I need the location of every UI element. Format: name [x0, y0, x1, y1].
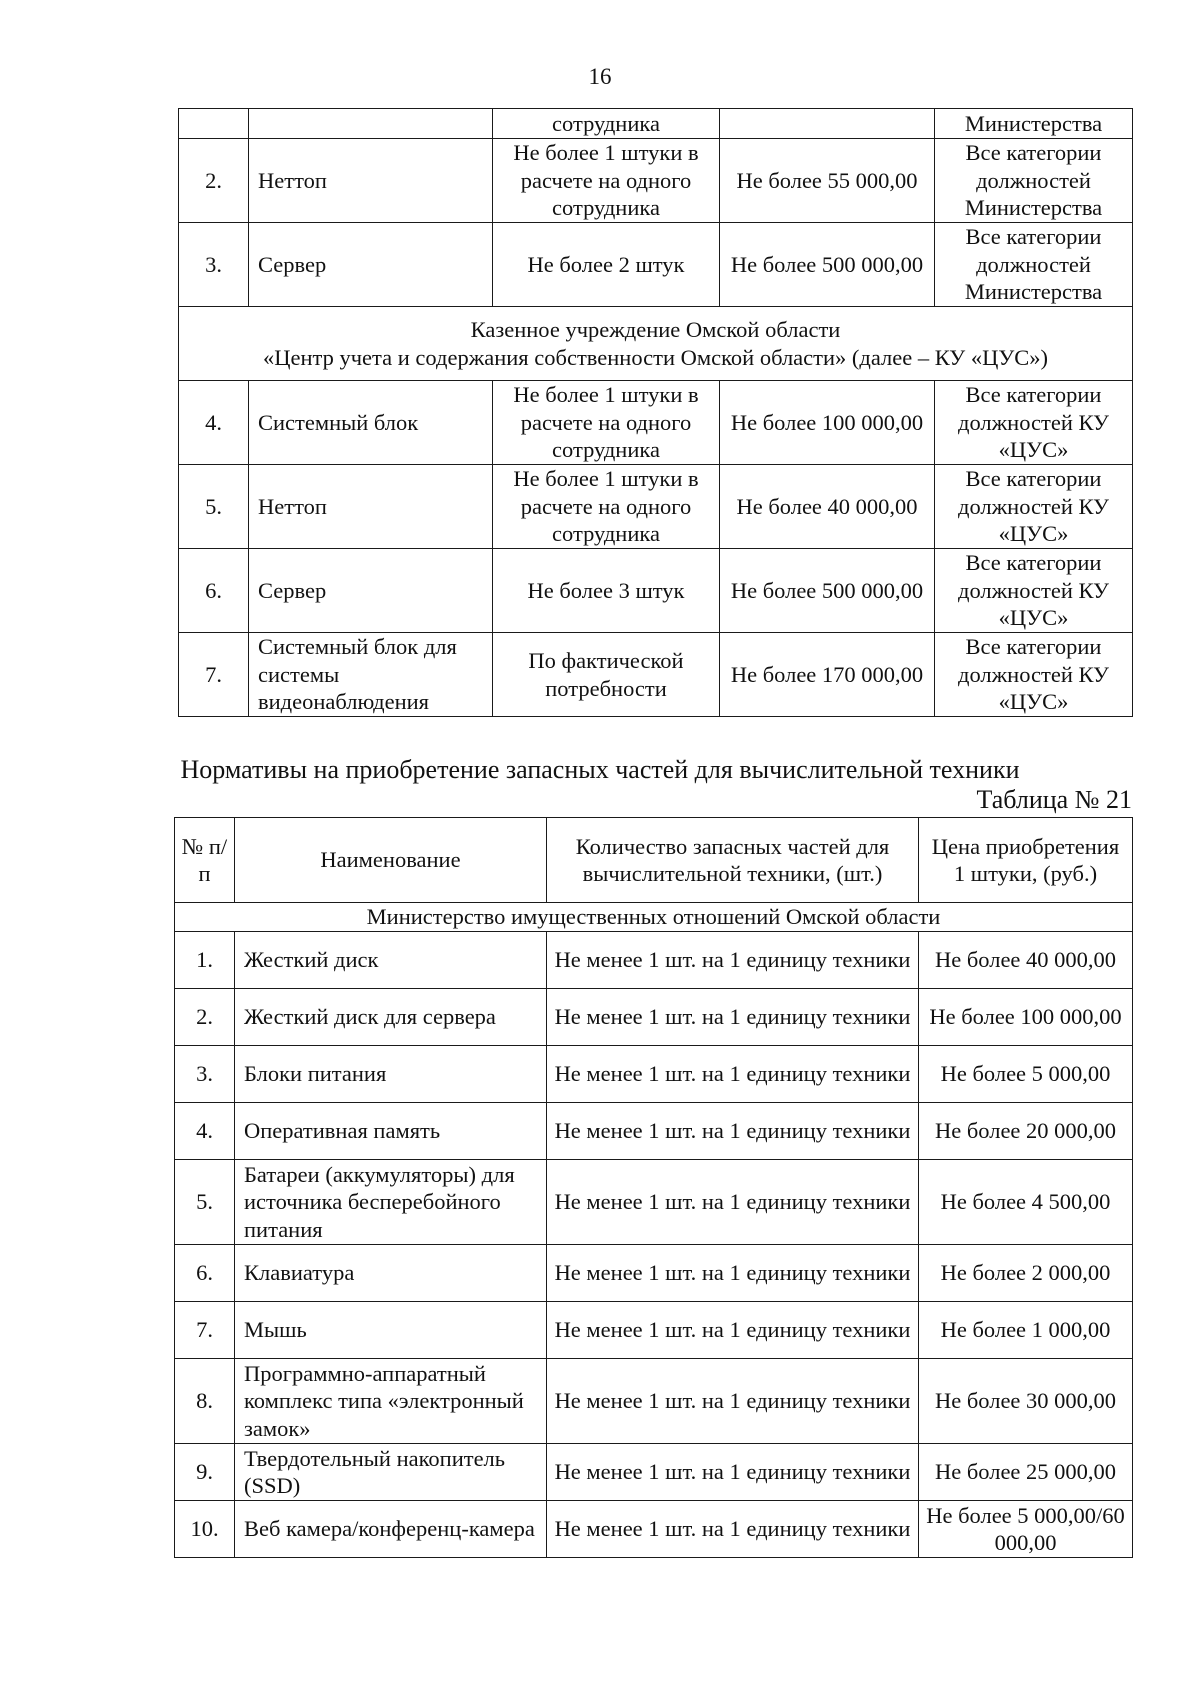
row-number-cell: 4. — [175, 1103, 235, 1160]
category-cell: Все категории должностей КУ «ЦУС» — [935, 549, 1133, 633]
table-row — [179, 633, 1133, 717]
table-row — [179, 109, 1133, 139]
price-cell: Не более 30 000,00 — [919, 1359, 1133, 1444]
quantity-cell: Не более 1 штуки в расчете на одного сотрудника — [493, 139, 720, 223]
price-cell: Не более 170 000,00 — [720, 633, 935, 717]
table-row — [179, 223, 1133, 307]
category-cell: Все категории должностей Министерства — [935, 223, 1133, 307]
column-header-number: № п/п — [175, 818, 235, 903]
price-cell: Не более 55 000,00 — [720, 139, 935, 223]
row-number-cell — [179, 109, 249, 139]
item-name-cell: Неттоп — [249, 465, 493, 549]
item-name-cell: Системный блок — [249, 381, 493, 465]
table-row — [175, 1046, 1133, 1103]
price-cell: Не более 100 000,00 — [919, 989, 1133, 1046]
item-name-cell: Жесткий диск для сервера — [235, 989, 547, 1046]
table-header-row — [175, 818, 1133, 903]
row-number-cell: 9. — [175, 1444, 235, 1501]
category-cell: Все категории должностей КУ «ЦУС» — [935, 381, 1133, 465]
row-number-cell: 4. — [179, 381, 249, 465]
quantity-cell: Не более 2 штук — [493, 223, 720, 307]
table-row — [175, 932, 1133, 989]
spare-parts-norms-table — [174, 817, 1133, 1558]
item-name-cell: Батареи (аккумуляторы) для источника бесперебойного питания — [235, 1160, 547, 1245]
table-row — [175, 1501, 1133, 1558]
item-name-cell: Сервер — [249, 223, 493, 307]
item-name-cell: Клавиатура — [235, 1245, 547, 1302]
table-caption: Таблица № 21 — [976, 785, 1132, 814]
row-number-cell: 5. — [175, 1160, 235, 1245]
item-name-cell: Оперативная память — [235, 1103, 547, 1160]
price-cell: Не более 500 000,00 — [720, 549, 935, 633]
price-cell: Не более 1 000,00 — [919, 1302, 1133, 1359]
row-number-cell: 2. — [179, 139, 249, 223]
category-cell: Все категории должностей КУ «ЦУС» — [935, 633, 1133, 717]
price-cell: Не более 100 000,00 — [720, 381, 935, 465]
item-name-cell: Твердотельный накопитель (SSD) — [235, 1444, 547, 1501]
table-row — [175, 1359, 1133, 1444]
price-cell: Не более 20 000,00 — [919, 1103, 1133, 1160]
item-name-cell: Мышь — [235, 1302, 547, 1359]
price-cell: Не более 5 000,00/60 000,00 — [919, 1501, 1133, 1558]
quantity-cell: Не более 1 штуки в расчете на одного сотрудника — [493, 465, 720, 549]
quantity-cell: Не менее 1 шт. на 1 единицу техники — [547, 1103, 919, 1160]
item-name-cell: Системный блок для системы видеонаблюдения — [249, 633, 493, 717]
table-row — [179, 381, 1133, 465]
quantity-cell: По фактической потребности — [493, 633, 720, 717]
computers-norms-table — [178, 108, 1133, 717]
section-title-cell: Министерство имущественных отношений Омской области — [175, 903, 1133, 932]
price-cell: Не более 4 500,00 — [919, 1160, 1133, 1245]
row-number-cell: 3. — [175, 1046, 235, 1103]
quantity-cell: Не менее 1 шт. на 1 единицу техники — [547, 1302, 919, 1359]
quantity-cell: Не менее 1 шт. на 1 единицу техники — [547, 1444, 919, 1501]
item-name-cell: Сервер — [249, 549, 493, 633]
quantity-cell: Не менее 1 шт. на 1 единицу техники — [547, 932, 919, 989]
section-title-cell — [179, 307, 1133, 381]
category-cell: Министерства — [935, 109, 1133, 139]
page-number: 16 — [588, 64, 612, 89]
row-number-cell: 6. — [175, 1245, 235, 1302]
table-row — [179, 139, 1133, 223]
price-cell: Не более 40 000,00 — [919, 932, 1133, 989]
price-cell: Не более 500 000,00 — [720, 223, 935, 307]
section-title-line: «Центр учета и содержания собственности Омской области» (далее – КУ «ЦУС») — [262, 344, 1049, 370]
table-row — [175, 1302, 1133, 1359]
quantity-cell: сотрудника — [493, 109, 720, 139]
row-number-cell: 6. — [179, 549, 249, 633]
quantity-cell: Не менее 1 шт. на 1 единицу техники — [547, 1160, 919, 1245]
table-row — [179, 549, 1133, 633]
table-row — [175, 989, 1133, 1046]
price-cell: Не более 5 000,00 — [919, 1046, 1133, 1103]
item-name-cell: Жесткий диск — [235, 932, 547, 989]
quantity-cell: Не более 3 штук — [493, 549, 720, 633]
category-cell: Все категории должностей Министерства — [935, 139, 1133, 223]
column-header-price: Цена приобретения 1 штуки, (руб.) — [919, 818, 1133, 903]
item-name-cell: Веб камера/конференц-камера — [235, 1501, 547, 1558]
price-cell: Не более 25 000,00 — [919, 1444, 1133, 1501]
item-name-cell — [249, 109, 493, 139]
row-number-cell: 3. — [179, 223, 249, 307]
item-name-cell: Блоки питания — [235, 1046, 547, 1103]
row-number-cell: 7. — [175, 1302, 235, 1359]
section-title-line: Казенное учреждение Омской области — [470, 317, 841, 342]
quantity-cell: Не менее 1 шт. на 1 единицу техники — [547, 1046, 919, 1103]
price-cell: Не более 40 000,00 — [720, 465, 935, 549]
row-number-cell: 10. — [175, 1501, 235, 1558]
item-name-cell: Программно-аппаратный комплекс типа «электронный замок» — [235, 1359, 547, 1444]
quantity-cell: Не менее 1 шт. на 1 единицу техники — [547, 1359, 919, 1444]
row-number-cell: 5. — [179, 465, 249, 549]
section-header-row — [179, 307, 1133, 381]
row-number-cell: 2. — [175, 989, 235, 1046]
quantity-cell: Не менее 1 шт. на 1 единицу техники — [547, 1501, 919, 1558]
quantity-cell: Не менее 1 шт. на 1 единицу техники — [547, 989, 919, 1046]
row-number-cell: 8. — [175, 1359, 235, 1444]
table-row — [175, 1245, 1133, 1302]
quantity-cell: Не более 1 штуки в расчете на одного сотрудника — [493, 381, 720, 465]
item-name-cell: Неттоп — [249, 139, 493, 223]
table-heading: Нормативы на приобретение запасных частей для вычислительной техники — [180, 755, 1020, 784]
table-row — [179, 465, 1133, 549]
row-number-cell: 1. — [175, 932, 235, 989]
table-row — [175, 1103, 1133, 1160]
price-cell — [720, 109, 935, 139]
column-header-name: Наименование — [235, 818, 547, 903]
table-row — [175, 1444, 1133, 1501]
price-cell: Не более 2 000,00 — [919, 1245, 1133, 1302]
section-header-row — [175, 903, 1133, 932]
row-number-cell: 7. — [179, 633, 249, 717]
column-header-quantity: Количество запасных частей для вычислительной техники, (шт.) — [547, 818, 919, 903]
table-row — [175, 1160, 1133, 1245]
quantity-cell: Не менее 1 шт. на 1 единицу техники — [547, 1245, 919, 1302]
category-cell: Все категории должностей КУ «ЦУС» — [935, 465, 1133, 549]
